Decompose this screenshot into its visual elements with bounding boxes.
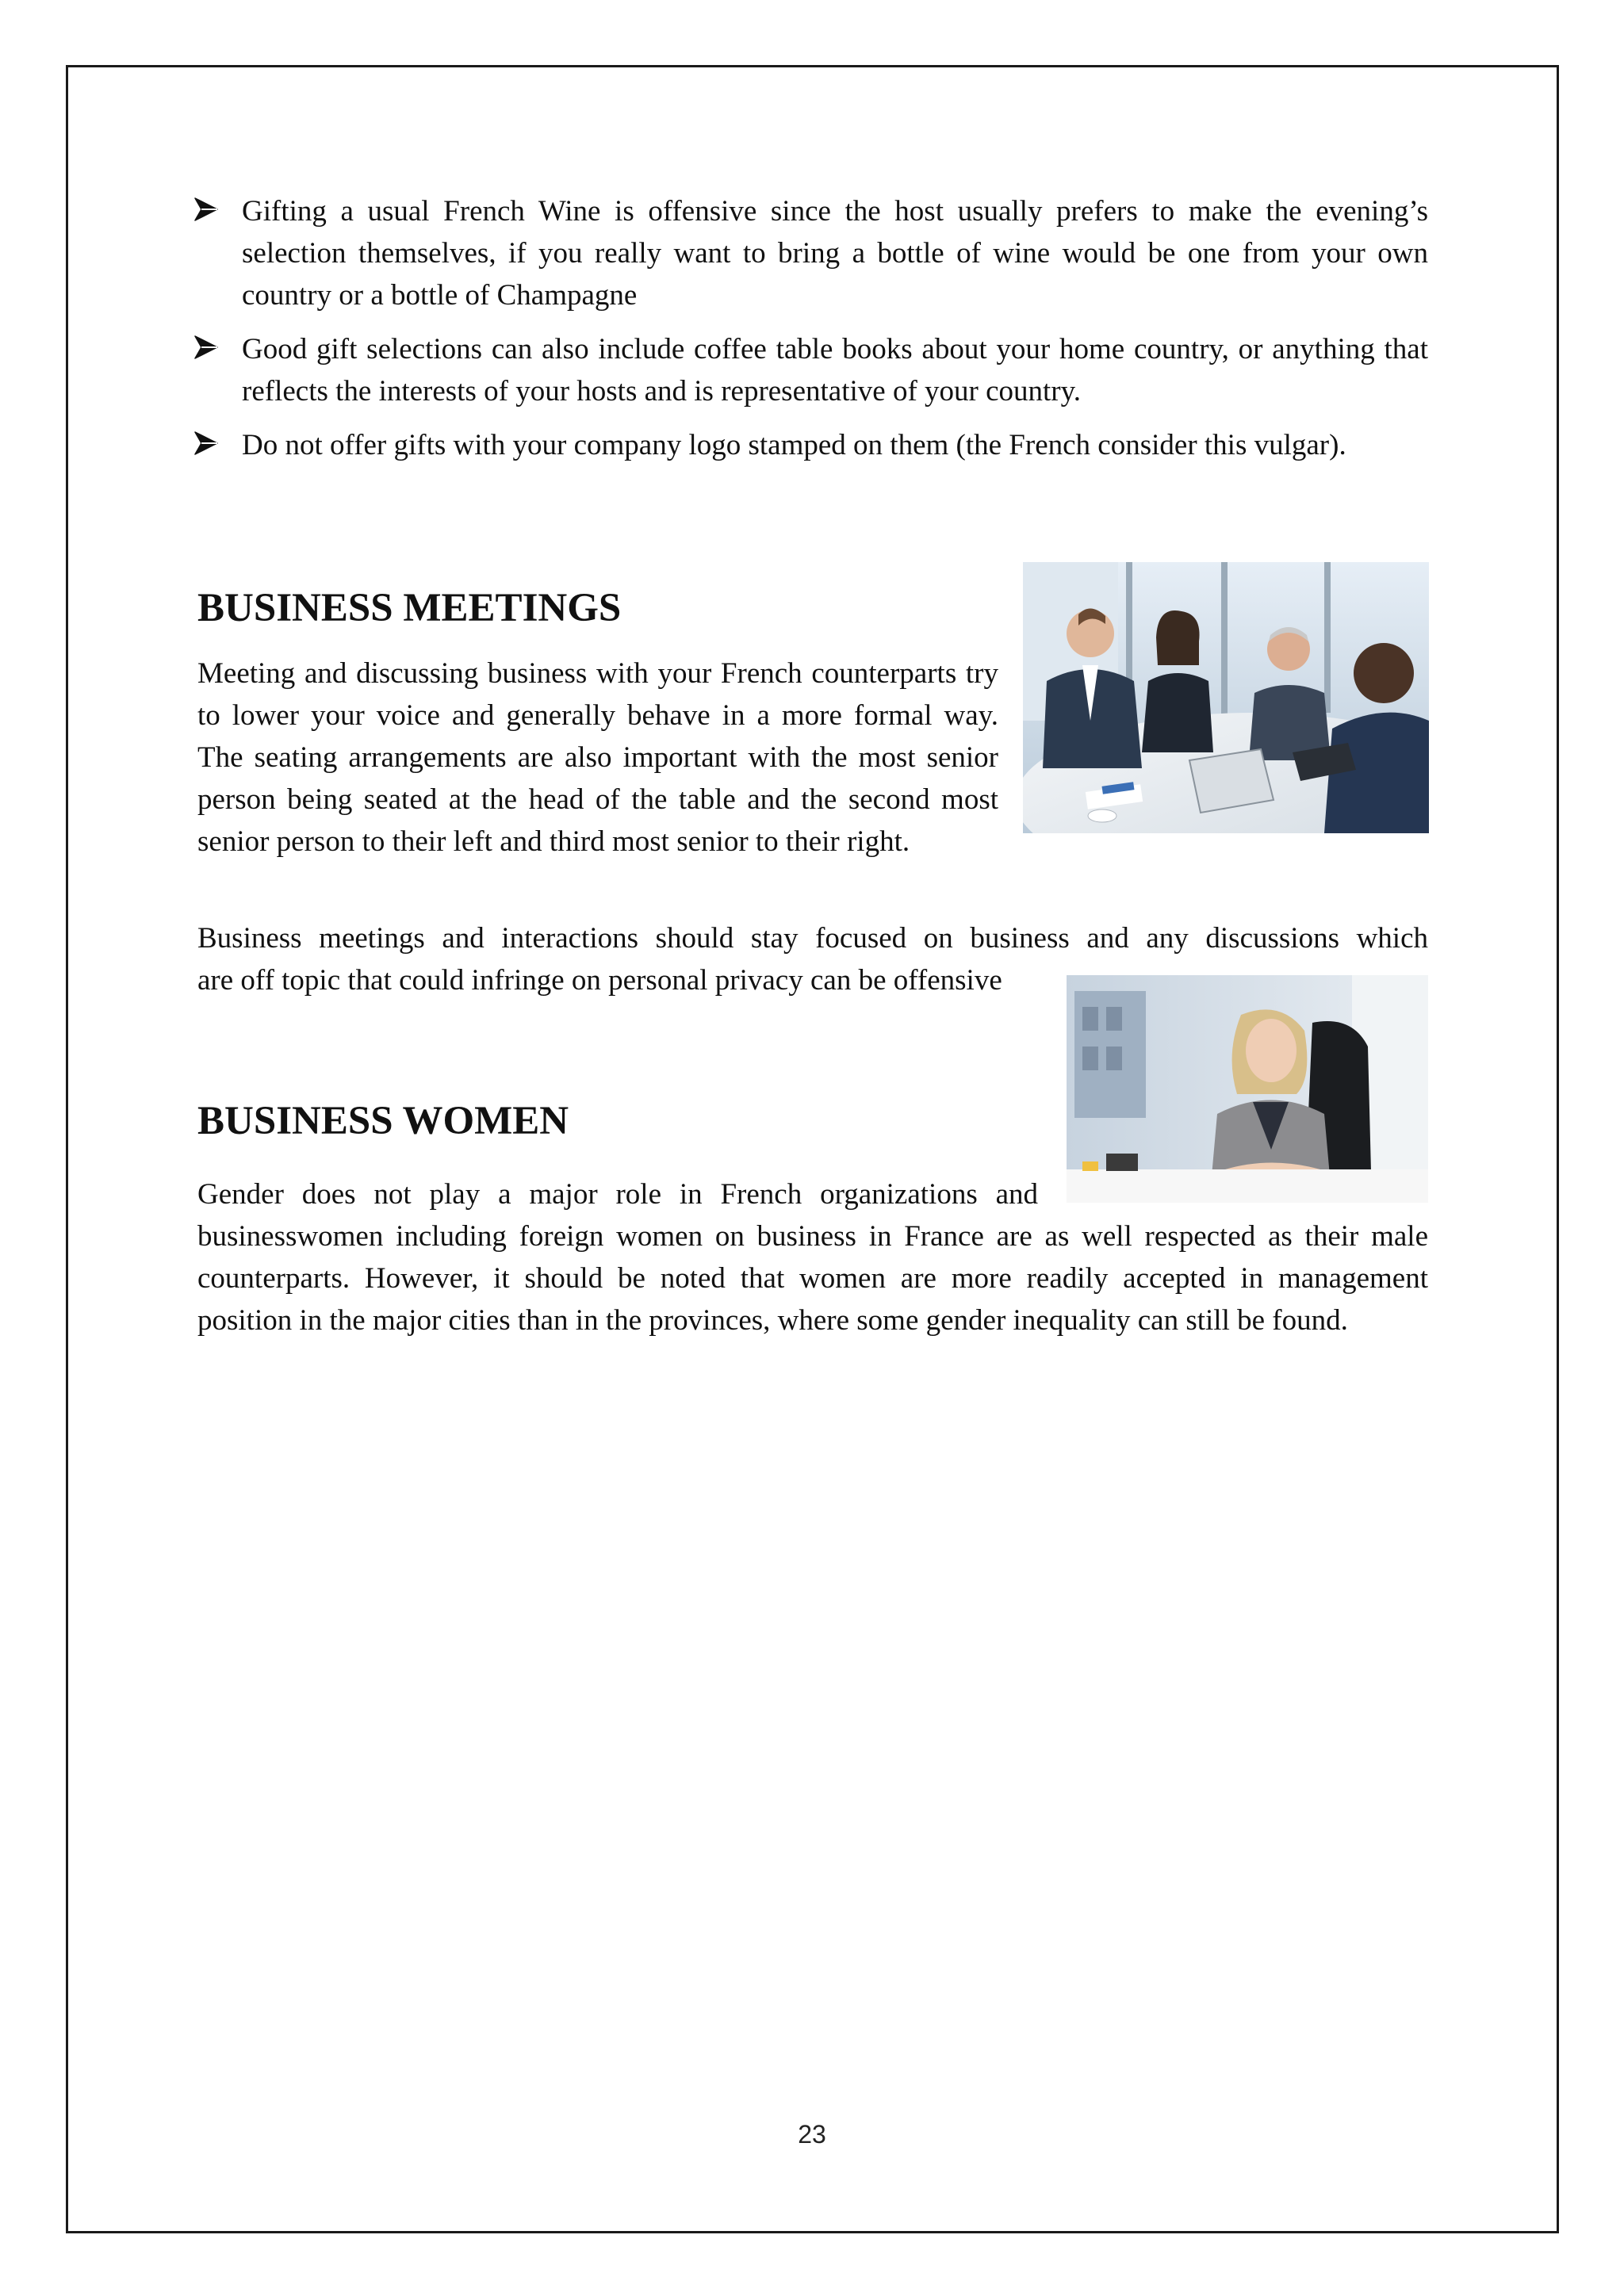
arrowhead-bullet-icon: [192, 429, 220, 457]
bullet-item: [190, 424, 1428, 466]
bullet-item: [190, 328, 1428, 412]
business-woman-illustration: [1067, 975, 1428, 1203]
business-woman-photo: [1067, 975, 1428, 1203]
business-women-paragraph: businesswomen including foreign women on business in France are as well respected as their male counterparts. However, it should be noted that women are more readily accepted in management position in the major cities than in the provinces, where some gender inequality can still be found.: [197, 1220, 1428, 1337]
arrowhead-bullet-icon: [192, 333, 220, 362]
business-women-paragraph-line-1: Gender does not play a major role in French organizations and: [197, 1178, 1038, 1211]
bullet-text: Gifting a usual French Wine is offensive since the host usually prefers to make the evening’s selection themselves, if you really want to bring a bottle of wine would be one from your own country or a bottle of Champagne: [242, 195, 1428, 312]
business-meeting-illustration: [1023, 562, 1429, 833]
bullet-text: Do not offer gifts with your company logo stamped on them (the French consider this vulgar).: [242, 429, 1346, 461]
business-meetings-heading: BUSINESS MEETINGS: [197, 586, 622, 630]
business-meetings-paragraph: Meeting and discussing business with your French counterparts try to lower your voice and generally behave in a more formal way. The seating arrangements are also important with the most senior person being seated at the head of the table and the second most senior person to their left and third most senior to their right.: [197, 657, 998, 858]
arrowhead-bullet-icon: [192, 195, 220, 224]
business-meetings-paragraph-2-line-1: Business meetings and interactions should stay focused on business and any discussions which: [197, 922, 1428, 955]
bullet-item: [190, 190, 1428, 316]
gift-bullet-list: [242, 190, 1428, 478]
business-women-heading: BUSINESS WOMEN: [197, 1099, 569, 1143]
page-number: 23: [798, 2120, 826, 2149]
business-meetings-paragraph-2: are off topic that could infringe on personal privacy can be offensive: [197, 964, 1002, 997]
bullet-text: Good gift selections can also include coffee table books about your home country, or anything that reflects the interests of your hosts and is representative of your country.: [242, 333, 1428, 408]
business-meeting-photo: [1023, 562, 1429, 833]
